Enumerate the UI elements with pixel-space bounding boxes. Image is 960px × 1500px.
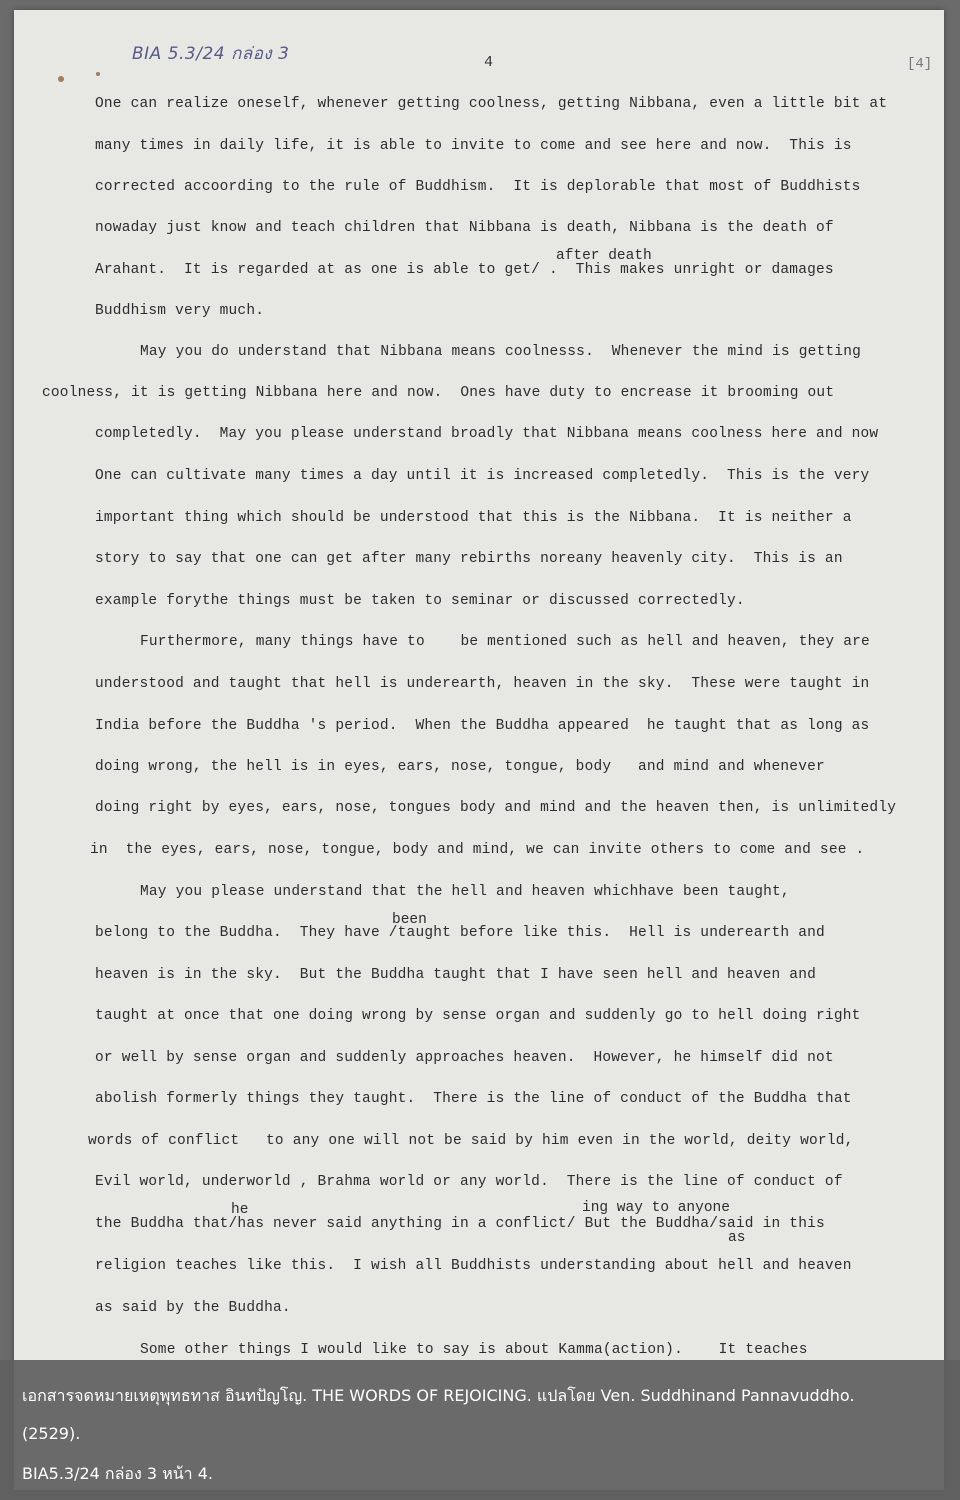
body-line: Furthermore, many things have to be mentioned such as hell and heaven, they are xyxy=(140,634,870,650)
body-line: or well by sense organ and suddenly approaches heaven. However, he himself did not xyxy=(95,1050,834,1066)
body-line: many times in daily life, it is able to invite to come and see here and now. This is xyxy=(95,138,852,154)
body-line: heaven is in the sky. But the Buddha taught that I have seen hell and heaven and xyxy=(95,967,817,983)
body-line: abolish formerly things they taught. There is the line of conduct of the Buddha that xyxy=(95,1091,852,1107)
document-page xyxy=(14,10,944,1490)
body-line: religion teaches like this. I wish all Buddhists understanding about hell and heaven xyxy=(95,1258,852,1274)
corner-page-mark: [4] xyxy=(907,56,933,72)
body-line: corrected accoording to the rule of Buddhism. It is deplorable that most of Buddhists xyxy=(95,179,861,195)
caption-year: (2529). xyxy=(22,1424,81,1443)
ink-stain xyxy=(96,72,100,76)
body-line: in the eyes, ears, nose, tongue, body and mind, we can invite others to come and see . xyxy=(90,842,865,858)
body-line: May you do understand that Nibbana means coolnesss. Whenever the mind is getting xyxy=(140,344,862,360)
body-line: belong to the Buddha. They have /taught before like this. Hell is underearth and xyxy=(95,925,825,941)
interlinear-annotation: he xyxy=(231,1202,249,1218)
body-line: India before the Buddha 's period. When the Buddha appeared he taught that as long as xyxy=(95,718,870,734)
body-line: taught at once that one doing wrong by sense organ and suddenly go to hell doing right xyxy=(95,1008,861,1024)
body-line: words of conflict to any one will not be said by him even in the world, deity world, xyxy=(88,1133,854,1149)
body-line: One can realize oneself, whenever getting coolness, getting Nibbana, even a little bit at xyxy=(95,96,888,112)
body-line: Some other things I would like to say is about Kamma(action). It teaches xyxy=(140,1342,808,1358)
body-line: example forythe things must be taken to seminar or discussed correctedly. xyxy=(95,593,745,609)
interlinear-annotation: as xyxy=(728,1230,746,1246)
body-line: the Buddha that/has never said anything in a conflict/ But the Buddha/said in this xyxy=(95,1216,825,1232)
body-line: May you please understand that the hell and heaven whichhave been taught, xyxy=(140,884,790,900)
caption-reference: BIA5.3/24 กล่อง 3 หน้า 4. xyxy=(22,1464,214,1483)
body-line: Arahant. It is regarded at as one is able to get/ . This makes unright or damages xyxy=(95,262,834,278)
interlinear-annotation: after death xyxy=(556,248,652,264)
body-line: important thing which should be understood that this is the Nibbana. It is neither a xyxy=(95,510,852,526)
body-line: story to say that one can get after many rebirths noreany heavenly city. This is an xyxy=(95,551,843,567)
body-line: completedly. May you please understand broadly that Nibbana means coolness here and now xyxy=(95,426,879,442)
body-line: Evil world, underworld , Brahma world or any world. There is the line of conduct of xyxy=(95,1174,843,1190)
body-line: nowaday just know and teach children that Nibbana is death, Nibbana is the death of xyxy=(95,220,834,236)
caption-title: เอกสารจดหมายเหตุพุทธทาส อินทปัญโญ. THE WORDS OF REJOICING. แปลโดย Ven. Suddhinand Pannavuddho. xyxy=(22,1386,855,1405)
body-line: Buddhism very much. xyxy=(95,303,265,319)
handwritten-archive-ref: BIA 5.3/24 กล่อง 3 xyxy=(132,44,290,64)
body-line: doing right by eyes, ears, nose, tongues body and mind and the heaven then, is unlimitedly xyxy=(95,800,897,816)
body-line: understood and taught that hell is underearth, heaven in the sky. These were taught in xyxy=(95,676,870,692)
interlinear-annotation: ing way to anyone xyxy=(582,1200,730,1216)
body-line: as said by the Buddha. xyxy=(95,1300,291,1316)
body-line: One can cultivate many times a day until it is increased completedly. This is the very xyxy=(95,468,870,484)
interlinear-annotation: been xyxy=(392,912,427,928)
caption-overlay xyxy=(0,1360,960,1500)
page-number: 4 xyxy=(484,54,494,71)
body-line: coolness, it is getting Nibbana here and now. Ones have duty to encrease it brooming out xyxy=(42,385,835,401)
body-line: doing wrong, the hell is in eyes, ears, nose, tongue, body and mind and whenever xyxy=(95,759,825,775)
ink-stain xyxy=(58,76,64,82)
